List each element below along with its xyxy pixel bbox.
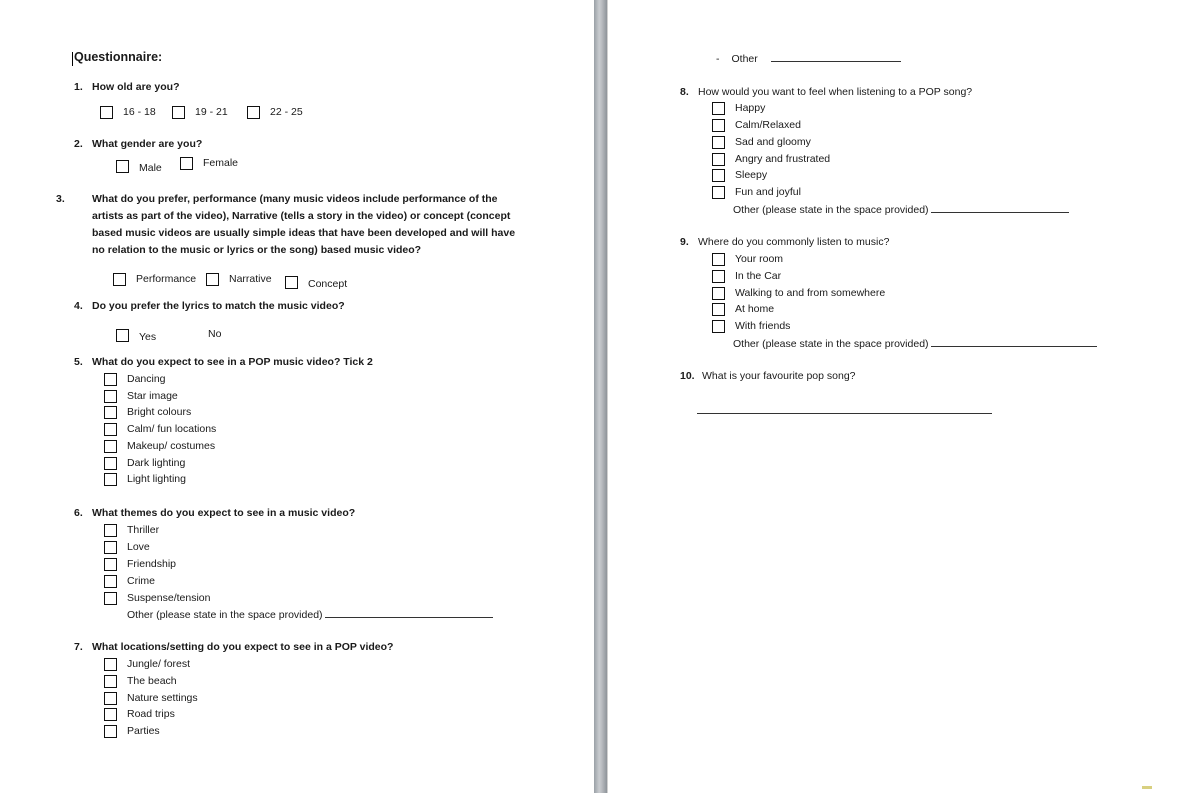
checkbox[interactable] xyxy=(712,169,725,182)
checkbox[interactable] xyxy=(180,157,193,170)
q5-option-light-lighting[interactable]: Light lighting xyxy=(104,472,186,486)
checkbox[interactable] xyxy=(712,153,725,166)
document-page-right xyxy=(607,0,1201,793)
checkbox[interactable] xyxy=(206,273,219,286)
checkbox[interactable] xyxy=(712,320,725,333)
q7-other-blank[interactable] xyxy=(771,51,901,62)
checkbox[interactable] xyxy=(113,273,126,286)
q8-option-happy[interactable]: Happy xyxy=(712,101,765,115)
question-1: 1. How old are you? xyxy=(74,81,180,93)
q6-option-suspense-tension[interactable]: Suspense/tension xyxy=(104,591,210,605)
q6-option-love[interactable]: Love xyxy=(104,540,150,554)
q6-option-thriller[interactable]: Thriller xyxy=(104,523,159,537)
q7-other-line[interactable]: - Other xyxy=(716,51,901,66)
q7-option-road-trips[interactable]: Road trips xyxy=(104,707,175,721)
q3-option-narrative[interactable]: Narrative xyxy=(206,272,272,286)
checkbox[interactable] xyxy=(104,423,117,436)
q9-option-at-home[interactable]: At home xyxy=(712,302,774,316)
q8-option-calm-relaxed[interactable]: Calm/Relaxed xyxy=(712,118,801,132)
checkbox[interactable] xyxy=(104,558,117,571)
text-cursor xyxy=(72,52,73,66)
q5-option-calm-fun-locations[interactable]: Calm/ fun locations xyxy=(104,422,216,436)
q7-option-the-beach[interactable]: The beach xyxy=(104,674,177,688)
checkbox[interactable] xyxy=(172,106,185,119)
checkbox[interactable] xyxy=(104,575,117,588)
checkbox[interactable] xyxy=(712,253,725,266)
checkbox[interactable] xyxy=(712,119,725,132)
question-3: 3. What do you prefer, performance (many music videos include performance of the artists as part of the video), Narrative (tells a story in the video) or concept (concept based music videos are usually simple ideas that have been developed and will have no relation to the music or lyrics or the song) based music video? xyxy=(56,193,516,256)
q6-other-line[interactable]: Other (please state in the space provided) xyxy=(127,607,493,622)
question-9: 9. Where do you commonly listen to music? xyxy=(680,236,890,248)
q9-option-your-room[interactable]: Your room xyxy=(712,252,783,266)
checkbox[interactable] xyxy=(100,106,113,119)
checkbox[interactable] xyxy=(116,329,129,342)
checkbox[interactable] xyxy=(712,303,725,316)
checkbox[interactable] xyxy=(104,725,117,738)
q9-other-blank[interactable] xyxy=(931,336,1097,347)
q1-option-22-25[interactable]: 22 - 25 xyxy=(247,105,303,119)
checkbox[interactable] xyxy=(104,675,117,688)
q9-option-in-the-car[interactable]: In the Car xyxy=(712,269,781,283)
q1-option-19-21[interactable]: 19 - 21 xyxy=(172,105,228,119)
q1-option-16-18[interactable]: 16 - 18 xyxy=(100,105,156,119)
page-title: Questionnaire: xyxy=(74,50,163,64)
checkbox[interactable] xyxy=(116,160,129,173)
q9-other-line[interactable]: Other (please state in the space provided) xyxy=(733,336,1097,351)
checkbox[interactable] xyxy=(104,692,117,705)
q7-option-parties[interactable]: Parties xyxy=(104,724,160,738)
q6-other-blank[interactable] xyxy=(325,607,493,618)
q6-option-crime[interactable]: Crime xyxy=(104,574,155,588)
q9-option-with-friends[interactable]: With friends xyxy=(712,319,790,333)
checkbox[interactable] xyxy=(285,276,298,289)
q3-option-performance[interactable]: Performance xyxy=(113,272,196,286)
q5-option-star-image[interactable]: Star image xyxy=(104,389,178,403)
question-6: 6. What themes do you expect to see in a music video? xyxy=(74,507,356,519)
checkbox[interactable] xyxy=(712,136,725,149)
question-2: 2. What gender are you? xyxy=(74,138,203,150)
q8-other-line[interactable]: Other (please state in the space provided) xyxy=(733,202,1069,217)
q5-option-dancing[interactable]: Dancing xyxy=(104,372,166,386)
q5-option-bright-colours[interactable]: Bright colours xyxy=(104,405,191,419)
checkbox[interactable] xyxy=(104,440,117,453)
q8-option-sleepy[interactable]: Sleepy xyxy=(712,168,767,182)
question-10: 10. What is your favourite pop song? xyxy=(680,370,856,382)
q3-option-concept[interactable]: Concept xyxy=(285,273,347,291)
q5-option-makeup-costumes[interactable]: Makeup/ costumes xyxy=(104,439,215,453)
checkbox[interactable] xyxy=(104,390,117,403)
document-page-left xyxy=(0,0,595,793)
checkbox[interactable] xyxy=(104,541,117,554)
checkbox[interactable] xyxy=(712,102,725,115)
checkbox[interactable] xyxy=(104,658,117,671)
q8-option-sad-gloomy[interactable]: Sad and gloomy xyxy=(712,135,811,149)
checkbox[interactable] xyxy=(104,592,117,605)
q8-option-fun-joyful[interactable]: Fun and joyful xyxy=(712,185,801,199)
q4-option-yes[interactable]: Yes xyxy=(116,326,156,344)
checkbox[interactable] xyxy=(712,186,725,199)
checkbox[interactable] xyxy=(712,270,725,283)
checkbox[interactable] xyxy=(247,106,260,119)
q9-option-walking[interactable]: Walking to and from somewhere xyxy=(712,286,885,300)
checkbox[interactable] xyxy=(104,473,117,486)
q6-option-friendship[interactable]: Friendship xyxy=(104,557,176,571)
page-gutter xyxy=(594,0,607,793)
checkbox[interactable] xyxy=(104,373,117,386)
q4-option-no: No xyxy=(208,328,222,340)
question-8: 8. How would you want to feel when listening to a POP song? xyxy=(680,86,973,98)
q10-answer-blank[interactable] xyxy=(697,403,992,414)
checkbox[interactable] xyxy=(104,524,117,537)
q7-option-nature-settings[interactable]: Nature settings xyxy=(104,691,198,705)
q8-option-angry-frustrated[interactable]: Angry and frustrated xyxy=(712,152,830,166)
question-4: 4. Do you prefer the lyrics to match the music video? xyxy=(74,300,345,312)
q8-other-blank[interactable] xyxy=(931,202,1069,213)
question-5: 5. What do you expect to see in a POP music video? Tick 2 xyxy=(74,356,373,368)
checkbox[interactable] xyxy=(104,406,117,419)
q5-option-dark-lighting[interactable]: Dark lighting xyxy=(104,456,185,470)
q2-option-female[interactable]: Female xyxy=(180,156,238,170)
q7-option-jungle-forest[interactable]: Jungle/ forest xyxy=(104,657,190,671)
q2-option-male[interactable]: Male xyxy=(116,157,162,175)
checkbox[interactable] xyxy=(104,457,117,470)
page-corner-mark xyxy=(1142,786,1152,789)
checkbox[interactable] xyxy=(712,287,725,300)
question-7: 7. What locations/setting do you expect to see in a POP video? xyxy=(74,641,394,653)
checkbox[interactable] xyxy=(104,708,117,721)
